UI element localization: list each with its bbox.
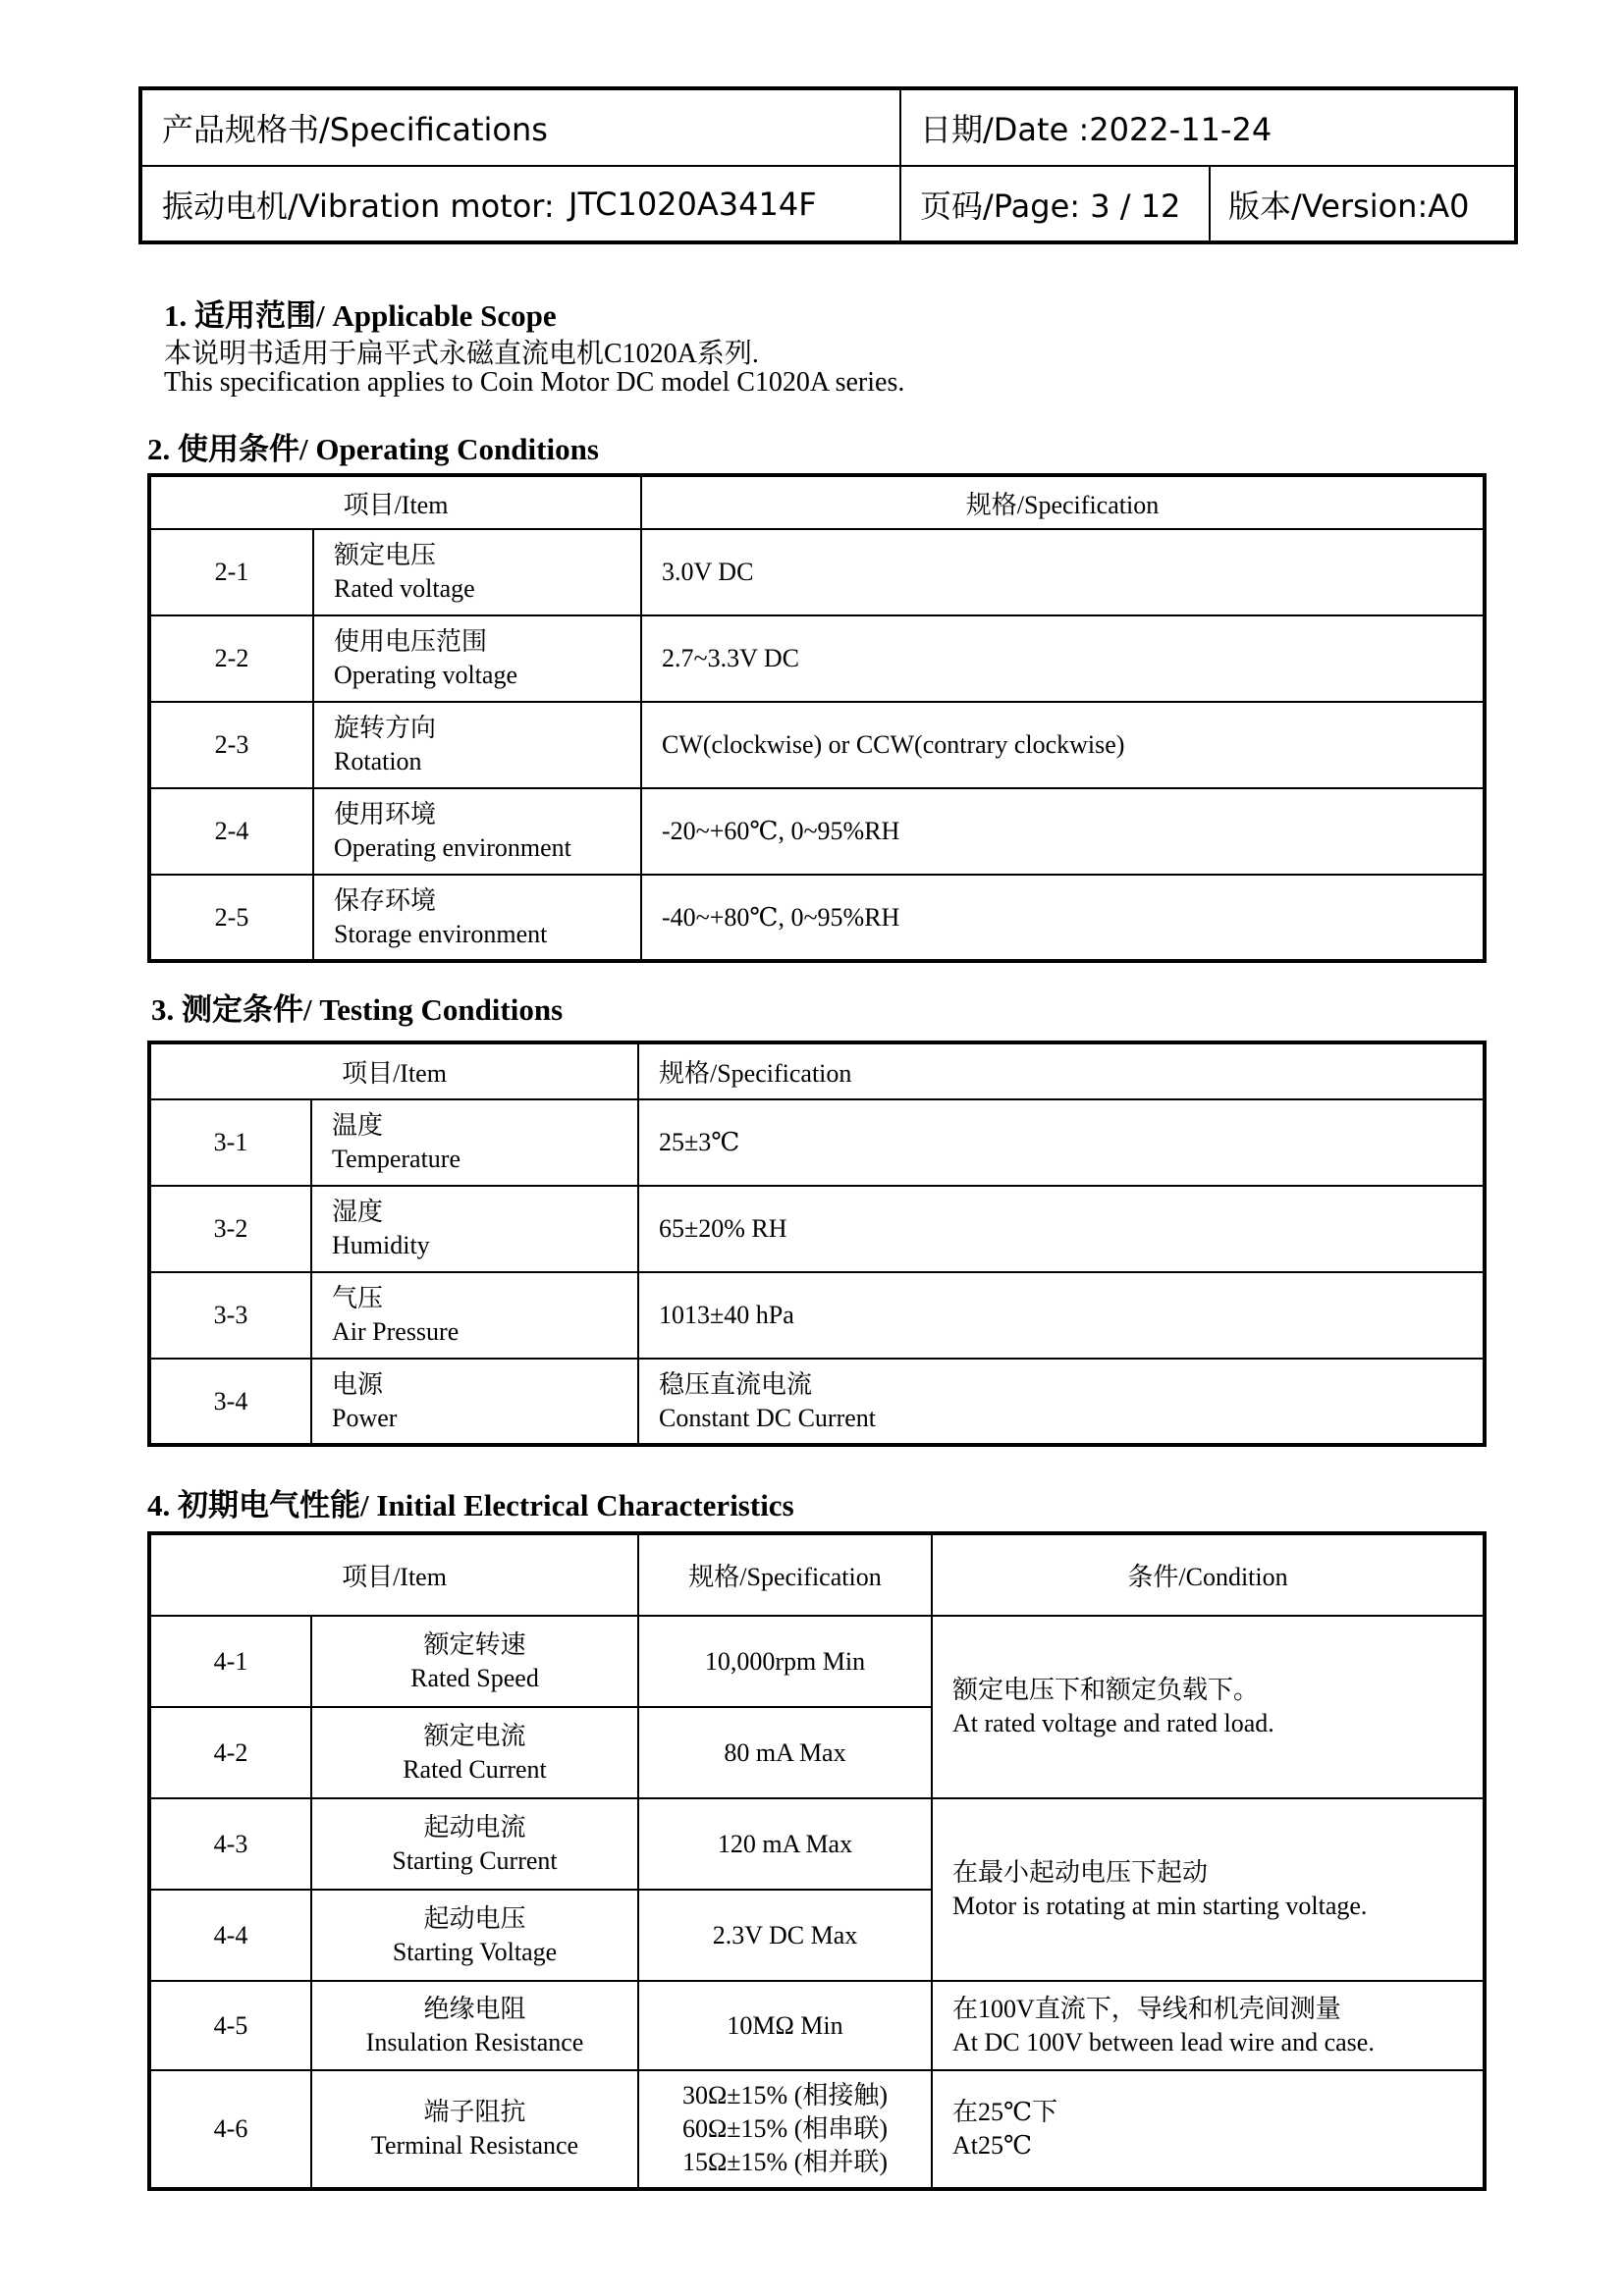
table-header-spec: 规格/Specification <box>641 475 1485 529</box>
row-number: 3-3 <box>149 1272 311 1359</box>
item-name: 湿度 Humidity <box>311 1186 638 1272</box>
condition-cell: 额定电压下和额定负载下。 At rated voltage and rated load. <box>932 1616 1485 1798</box>
table-row <box>149 1359 1485 1445</box>
item-name: 起动电流 Starting Current <box>311 1798 638 1890</box>
table-row <box>149 1616 1485 1707</box>
row-number: 3-1 <box>149 1099 311 1186</box>
table-row <box>149 1186 1485 1272</box>
row-number: 2-3 <box>149 702 313 788</box>
row-number: 4-6 <box>149 2070 311 2189</box>
spec-value: 稳压直流电流 Constant DC Current <box>638 1359 1485 1445</box>
spec-value: CW(clockwise) or CCW(contrary clockwise) <box>641 702 1485 788</box>
item-name: 起动电压 Starting Voltage <box>311 1890 638 1981</box>
spec-value: -20~+60℃, 0~95%RH <box>641 788 1485 875</box>
table-header-condition: 条件/Condition <box>932 1533 1485 1616</box>
item-name: 气压 Air Pressure <box>311 1272 638 1359</box>
row-number: 4-4 <box>149 1890 311 1981</box>
testing-conditions-table <box>147 1041 1487 1447</box>
table-row <box>149 702 1485 788</box>
row-number: 4-2 <box>149 1707 311 1798</box>
table-header-spec: 规格/Specification <box>638 1042 1485 1099</box>
table-header-item: 项目/Item <box>149 1533 638 1616</box>
spec-value: 10MΩ Min <box>638 1981 932 2070</box>
item-name: 绝缘电阻 Insulation Resistance <box>311 1981 638 2070</box>
item-name: 使用环境 Operating environment <box>313 788 641 875</box>
spec-header <box>138 86 1518 244</box>
row-number: 4-1 <box>149 1616 311 1707</box>
item-name: 温度 Temperature <box>311 1099 638 1186</box>
table-row <box>149 1981 1485 2070</box>
scope-line-cn: 本说明书适用于扁平式永磁直流电机C1020A系列. <box>164 339 759 369</box>
item-name: 使用电压范围 Operating voltage <box>313 615 641 702</box>
spec-value: 2.7~3.3V DC <box>641 615 1485 702</box>
table-header-item: 项目/Item <box>149 475 641 529</box>
item-name: 额定电压 Rated voltage <box>313 529 641 615</box>
section-4-title: 4. 初期电气性能/ Initial Electrical Characteristics <box>147 1488 794 1522</box>
spec-value: 80 mA Max <box>638 1707 932 1798</box>
condition-cell: 在最小起动电压下起动 Motor is rotating at min starting voltage. <box>932 1798 1485 1981</box>
table-row <box>149 875 1485 961</box>
row-number: 2-4 <box>149 788 313 875</box>
row-number: 4-3 <box>149 1798 311 1890</box>
item-name: 端子阻抗 Terminal Resistance <box>311 2070 638 2189</box>
condition-cell: 在25℃下 At25℃ <box>932 2070 1485 2189</box>
row-number: 2-2 <box>149 615 313 702</box>
spec-value: 10,000rpm Min <box>638 1616 932 1707</box>
table-header-item: 项目/Item <box>149 1042 638 1099</box>
table-row <box>149 1099 1485 1186</box>
row-number: 3-4 <box>149 1359 311 1445</box>
spec-value: 2.3V DC Max <box>638 1890 932 1981</box>
electrical-characteristics-table <box>147 1531 1487 2191</box>
row-number: 2-5 <box>149 875 313 961</box>
section-2-title: 2. 使用条件/ Operating Conditions <box>147 432 599 466</box>
table-row <box>149 788 1485 875</box>
operating-conditions-table <box>147 473 1487 963</box>
item-name: 额定电流 Rated Current <box>311 1707 638 1798</box>
item-name: 电源 Power <box>311 1359 638 1445</box>
item-name: 旋转方向 Rotation <box>313 702 641 788</box>
table-row <box>149 615 1485 702</box>
version-field: 版本/Version:A0 <box>1228 187 1470 225</box>
spec-value: 30Ω±15% (相接触) 60Ω±15% (相串联) 15Ω±15% (相并联) <box>638 2070 932 2189</box>
section-3-title: 3. 测定条件/ Testing Conditions <box>151 992 564 1027</box>
model-number: JTC1020A3414F <box>568 186 817 223</box>
item-name: 保存环境 Storage environment <box>313 875 641 961</box>
row-number: 2-1 <box>149 529 313 615</box>
scope-line-en: This specification applies to Coin Motor DC model C1020A series. <box>164 367 905 398</box>
spec-value: 3.0V DC <box>641 529 1485 615</box>
section-1-title: 1. 适用范围/ Applicable Scope <box>164 298 557 333</box>
motor-label: 振动电机/Vibration motor: <box>162 187 555 225</box>
spec-value: 65±20% RH <box>638 1186 1485 1272</box>
table-header-spec: 规格/Specification <box>638 1533 932 1616</box>
row-number: 4-5 <box>149 1981 311 2070</box>
spec-title: 产品规格书/Specifications <box>162 111 548 148</box>
spec-value: -40~+80℃, 0~95%RH <box>641 875 1485 961</box>
condition-cell: 在100V直流下，导线和机壳间测量 At DC 100V between lead wire and case. <box>932 1981 1485 2070</box>
table-row <box>149 2070 1485 2189</box>
spec-value: 120 mA Max <box>638 1798 932 1890</box>
spec-value: 1013±40 hPa <box>638 1272 1485 1359</box>
date-field: 日期/Date :2022-11-24 <box>920 111 1272 148</box>
row-number: 3-2 <box>149 1186 311 1272</box>
spec-value: 25±3℃ <box>638 1099 1485 1186</box>
table-row <box>149 1798 1485 1890</box>
page-number: 页码/Page: 3 / 12 <box>920 187 1181 225</box>
item-name: 额定转速 Rated Speed <box>311 1616 638 1707</box>
table-row <box>149 1272 1485 1359</box>
table-row <box>149 529 1485 615</box>
